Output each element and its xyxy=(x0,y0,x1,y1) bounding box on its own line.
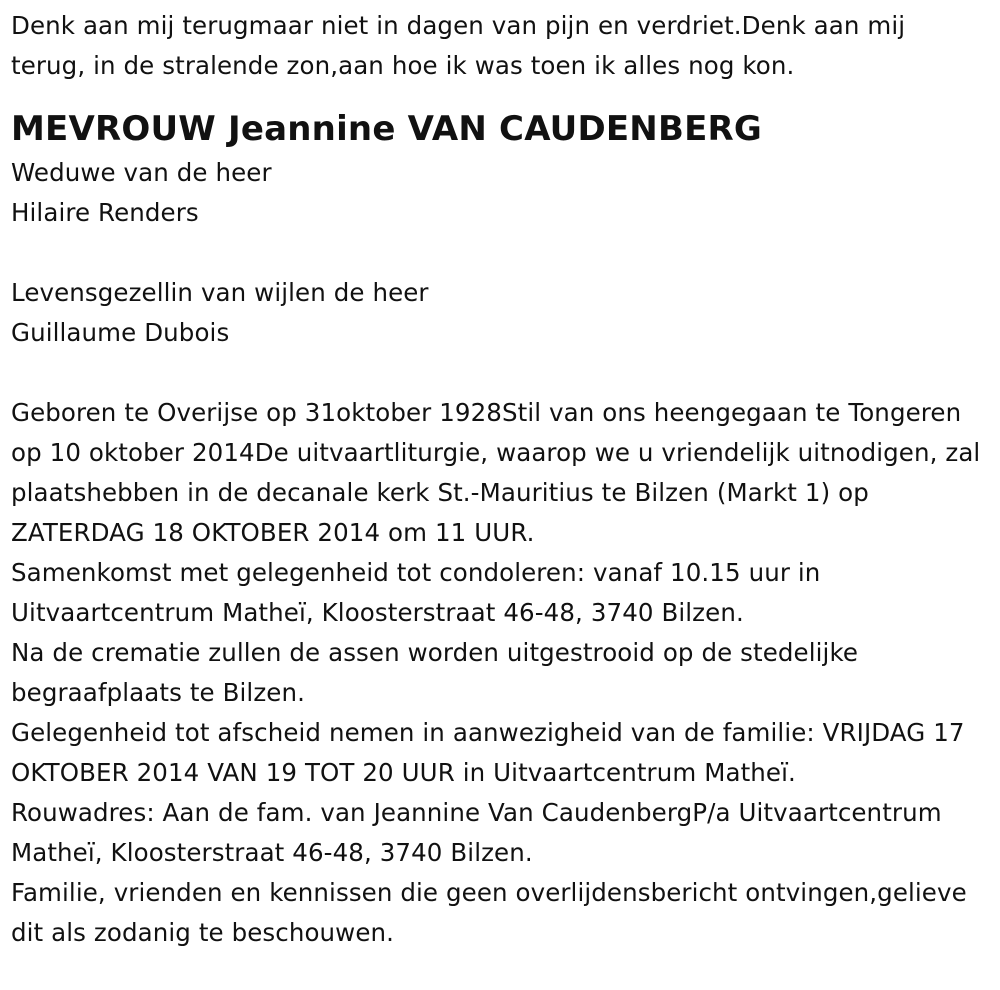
widow-of-line: Weduwe van de heer xyxy=(11,158,272,187)
cremation-note: Na de crematie zullen de assen worden uitgestrooid op de stedelijke begraafplaats te Bilzen. xyxy=(11,638,859,707)
spacer xyxy=(11,353,982,393)
partner-name: Guillaume Dubois xyxy=(11,318,230,347)
mourning-address: Rouwadres: Aan de fam. van Jeannine Van CaudenbergP/a Uitvaartcentrum Matheï, Kloosterstraat 46-48, 3740 Bilzen. xyxy=(11,798,942,867)
memorial-quote: Denk aan mij terugmaar niet in dagen van pijn en verdriet.Denk aan mij terug, in de stralende zon,aan hoe ik was toen ik alles nog kon. xyxy=(11,11,906,80)
partner-of-line: Levensgezellin van wijlen de heer xyxy=(11,278,429,307)
farewell-viewing: Gelegenheid tot afscheid nemen in aanwezigheid van de familie: VRIJDAG 17 OKTOBER 2014 VAN 19 TOT 20 UUR in Uitvaartcentrum Matheï. xyxy=(11,718,965,787)
condolence-gathering: Samenkomst met gelegenheid tot condoleren: vanaf 10.15 uur in Uitvaartcentrum Matheï, Kloosterstraat 46-48, 3740 Bilzen. xyxy=(11,558,821,627)
spacer xyxy=(11,233,982,273)
husband-name: Hilaire Renders xyxy=(11,198,199,227)
closing-note: Familie, vrienden en kennissen die geen overlijdensbericht ontvingen,gelieve dit als zodanig te beschouwen. xyxy=(11,878,967,947)
partner-of xyxy=(11,273,982,353)
widow-of xyxy=(11,153,982,233)
deceased-name: MEVROUW Jeannine VAN CAUDENBERG xyxy=(11,109,762,149)
birth-death-ceremony: Geboren te Overijse op 31oktober 1928Stil van ons heengegaan te Tongeren op 10 oktober 2014De uitvaartliturgie, waarop we u vriendelijk uitnodigen, zal plaatshebben in de decanale kerk St.-Mauritius te Bilzen (Markt 1) op ZATERDAG 18 OKTOBER 2014 om 11 UUR. xyxy=(11,398,981,547)
funeral-details xyxy=(11,393,982,953)
